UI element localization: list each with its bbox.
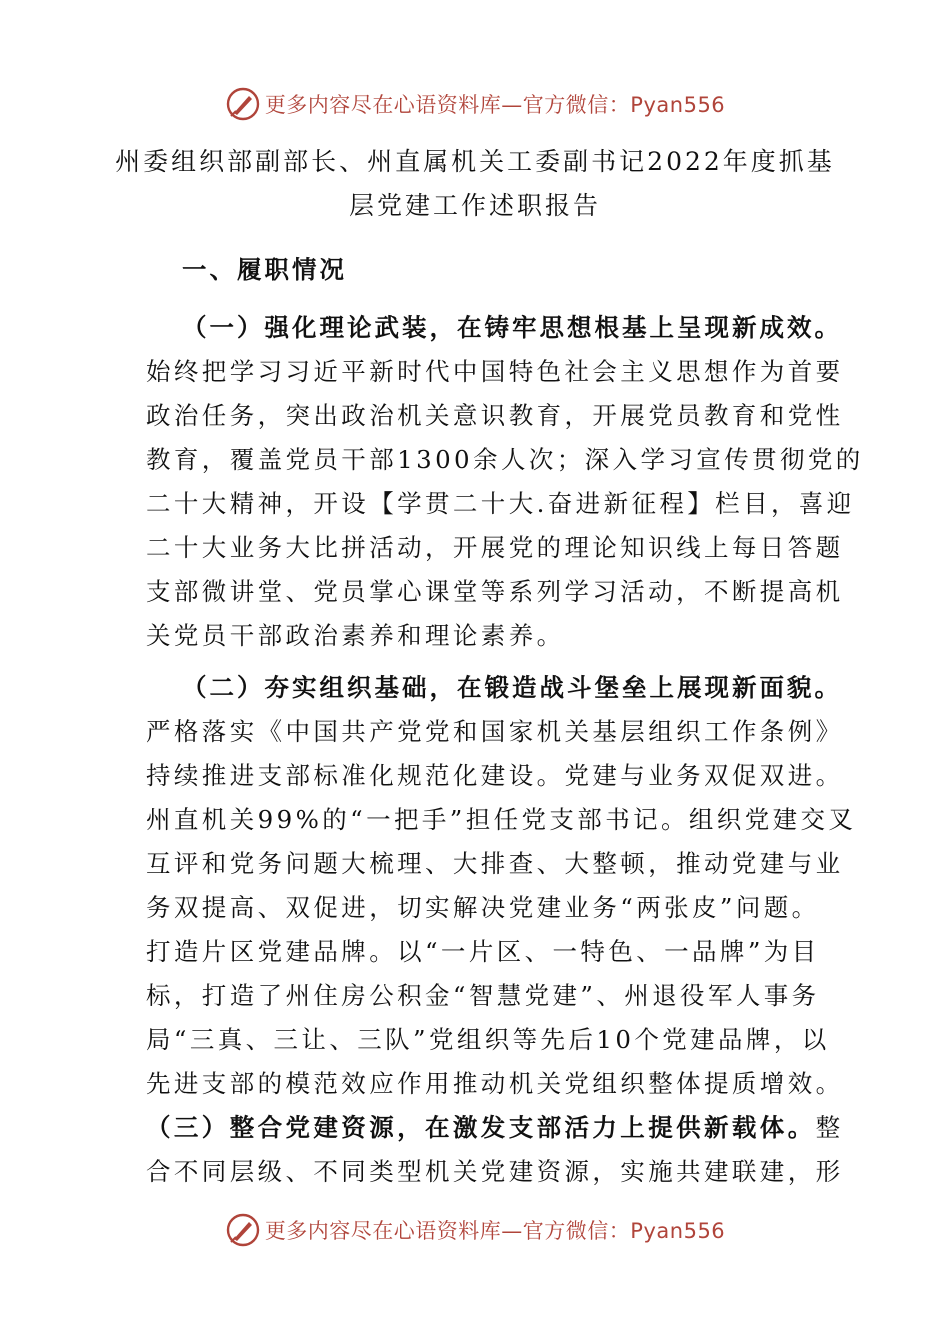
title-line-2: 层党建工作述职报告 [348, 191, 601, 220]
paragraph-line: 打造片区党建品牌。以“一片区、一特色、一品牌”为目 [146, 937, 820, 966]
item3-heading: （三）整合党建资源，在激发支部活力上提供新载体。 [146, 1113, 816, 1142]
paragraph-line: 二十大业务大比拼活动，开展党的理论知识线上每日答题 [146, 533, 844, 562]
header-banner [0, 84, 950, 124]
paragraph-line: 政治任务，突出政治机关意识教育，开展党员教育和党性 [146, 401, 844, 430]
item3-line [146, 1106, 844, 1150]
document-title [0, 140, 950, 228]
item2-heading: （二）夯实组织基础，在锻造战斗堡垒上展现新面貌。 [182, 673, 842, 702]
paragraph-line: 关党员干部政治素养和理论素养。 [146, 621, 565, 650]
item1-heading: （一）强化理论武装，在铸牢思想根基上呈现新成效。 [182, 313, 842, 342]
paragraph-line: 标，打造了州住房公积金“智慧党建”、州退役军人事务 [146, 981, 820, 1010]
paragraph-line: 合不同层级、不同类型机关党建资源，实施共建联建，形 [146, 1157, 844, 1186]
paragraph-line: 务双提高、双促进，切实解决党建业务“两张皮”问题。 [146, 893, 820, 922]
paragraph-line: 始终把学习习近平新时代中国特色社会主义思想作为首要 [146, 357, 844, 386]
section-heading: 一、履职情况 [182, 255, 347, 284]
paragraph-line: 严格落实《中国共产党党和国家机关基层组织工作条例》 [146, 717, 844, 746]
paragraph-line: 互评和党务问题大梳理、大排查、大整顿，推动党建与业 [146, 849, 844, 878]
footer-banner [0, 1210, 950, 1250]
banner-text: 更多内容尽在心语资料库—官方微信：Pyan556 [264, 1219, 726, 1243]
paragraph-line: 支部微讲堂、党员掌心课堂等系列学习活动，不断提高机 [146, 577, 844, 606]
banner-text: 更多内容尽在心语资料库—官方微信：Pyan556 [264, 93, 726, 117]
paragraph-line: 二十大精神，开设【学贯二十大.奋进新征程】栏目，喜迎 [146, 489, 855, 518]
quill-logo-icon [225, 86, 261, 122]
paragraph-line: 州直机关99%的“一把手”担任党支部书记。组织党建交叉 [146, 805, 857, 834]
paragraph-line: 持续推进支部标准化规范化建设。党建与业务双促双进。 [146, 761, 844, 790]
paragraph-line: 局“三真、三让、三队”党组织等先后10个党建品牌，以 [146, 1025, 830, 1054]
quill-logo-icon [225, 1212, 261, 1248]
paragraph-line: 先进支部的模范效应作用推动机关党组织整体提质增效。 [146, 1069, 844, 1098]
paragraph-line: 教育，覆盖党员干部1300余人次；深入学习宣传贯彻党的 [146, 445, 864, 474]
title-line-1: 州委组织部副部长、州直属机关工委副书记2022年度抓基 [115, 147, 835, 176]
item3-tail: 整 [815, 1113, 844, 1142]
